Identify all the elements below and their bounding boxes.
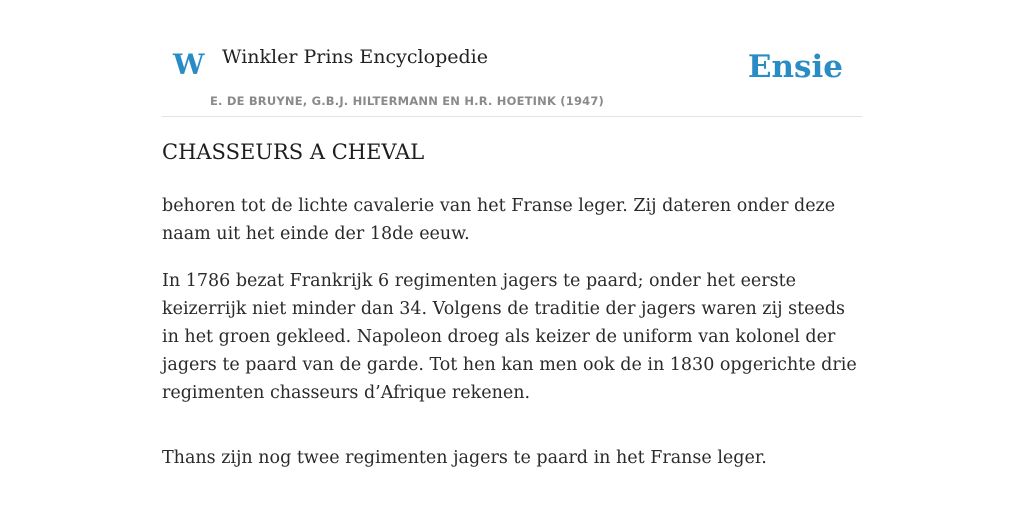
article-paragraph: Thans zijn nog twee regimenten jagers te paard in het Franse leger. <box>162 448 767 468</box>
article-title: CHASSEURS A CHEVAL <box>162 140 425 164</box>
article-paragraph: In 1786 bezat Frankrijk 6 regimenten jagers te paard; onder het eerste keizerrijk niet minder dan 34. Volgens de traditie der jagers waren zij steeds in het groen gekleed. Napoleon droeg als keizer de uniform van kolonel der jagers te paard van de garde. Tot hen kan men ook de in 1830 opgerichte drie regimenten chasseurs d’Afrique rekenen. <box>162 271 857 403</box>
article-paragraph: behoren tot de lichte cavalerie van het Franse leger. Zij dateren onder deze naam uit het einde der 18de eeuw. <box>162 196 836 244</box>
source-header <box>162 40 862 117</box>
source-authors: E. DE BRUYNE, G.B.J. HILTERMANN EN H.R. HOETINK (1947) <box>210 94 605 108</box>
article-body <box>162 192 862 491</box>
ensie-logo[interactable]: Ensie <box>747 49 843 85</box>
winkler-prins-logo[interactable]: W <box>173 48 205 81</box>
source-title[interactable]: Winkler Prins Encyclopedie <box>222 46 488 68</box>
